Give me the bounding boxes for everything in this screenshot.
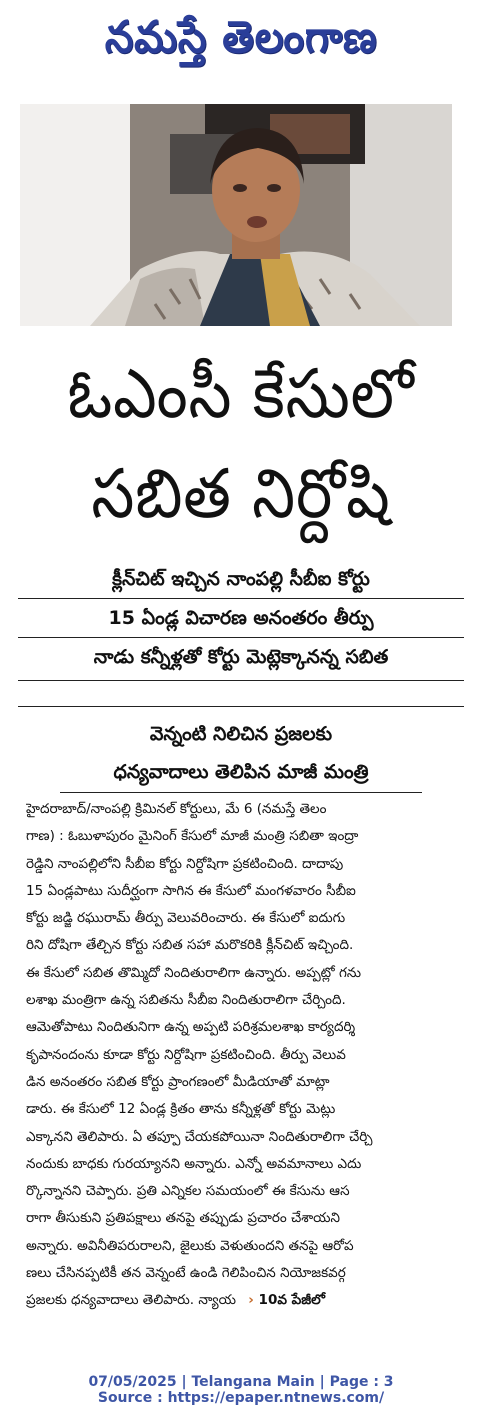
article-line: గాణ) : ఓబుళాపురం మైనింగ్ కేసులో మాజీ మంత్రి సబితా ఇంద్రా bbox=[26, 828, 359, 845]
article-line: లశాఖ మంత్రిగా ఉన్న సబితను సీబీఐ నిందితురాలిగా చేర్చింది. bbox=[26, 992, 346, 1009]
continuation-link[interactable] bbox=[248, 1287, 325, 1314]
masthead-title: నమస్తే తెలంగాణ bbox=[104, 12, 378, 63]
article-line: రిని దోషిగా తేల్చిన కోర్టు సబిత సహా మరొకరికి క్లీన్‌చిట్ ఇచ్చింది. bbox=[26, 937, 354, 954]
article-line: ఎక్కానని తెలిపారు. ఏ తప్పూ చేయకపోయినా నిందితురాలిగా చేర్చి bbox=[26, 1128, 373, 1145]
article-line: కృపానందంను కూడా కోర్టు నిర్దోషిగా ప్రకటించింది. తీర్పు వెలువ bbox=[26, 1046, 346, 1063]
kicker bbox=[40, 715, 442, 791]
article-body bbox=[26, 796, 458, 1315]
kicker-line-2: ధన్యవాదాలు తెలిపిన మాజీ మంత్రి bbox=[113, 761, 369, 783]
page-footer bbox=[0, 1374, 482, 1406]
article-line: ర్కొన్నానని చెప్పారు. ప్రతి ఎన్నికల సమయంలో ఈ కేసును ఆస bbox=[26, 1183, 350, 1200]
article-line: ప్రజలకు ధన్యవాదాలు తెలిపారు. న్యాయ bbox=[26, 1292, 236, 1309]
sub-headline: 15 ఏండ్ల విచారణ అనంతరం తీర్పు bbox=[18, 599, 464, 638]
kicker-line-1: వెన్నంటి నిలిచిన ప్రజలకు bbox=[149, 723, 333, 745]
divider bbox=[60, 792, 422, 793]
sub-headlines bbox=[18, 560, 464, 676]
sub-headline: నాడు కన్నీళ్లతో కోర్టు మెట్లెక్కానన్న సబిత bbox=[93, 646, 389, 668]
chevron-right-icon: › bbox=[248, 1292, 254, 1309]
article-line: అన్నారు. అవినీతిపరురాలని, జైలుకు వెళుతుందని తనపై ఆరోప bbox=[26, 1237, 354, 1254]
footer-edition-info: 07/05/2025 | Telangana Main | Page : 3 bbox=[88, 1374, 394, 1390]
news-photo bbox=[20, 104, 452, 326]
article-line: డిన అనంతరం సబిత కోర్టు ప్రాంగణంలో మీడియాతో మాట్లా bbox=[26, 1073, 330, 1090]
article-line: డారు. ఈ కేసులో 12 ఏండ్ల క్రితం తాను కన్నీళ్లతో కోర్టు మెట్లు bbox=[26, 1101, 336, 1118]
headline-line-2: సబిత నిర్దోషి bbox=[91, 455, 391, 534]
portrait-illustration bbox=[20, 104, 452, 326]
article-line: 15 ఏండ్లపాటు సుదీర్ఘంగా సాగిన ఈ కేసులో మంగళవారం సీబీఐ bbox=[26, 882, 356, 899]
article-line: ఆమెతోపాటు నిందితునిగా ఉన్న అప్పటి పరిశ్రమలశాఖ కార్యదర్శి bbox=[26, 1019, 356, 1036]
article-line: నందుకు బాధకు గురయ్యానని అన్నారు. ఎన్నో అవమానాలు ఎదు bbox=[26, 1155, 362, 1172]
article-last-line bbox=[26, 1287, 458, 1314]
divider bbox=[18, 680, 464, 681]
article-line: రాగా తీసుకుని ప్రతిపక్షాలు తనపై తప్పుడు ప్రచారం చేశాయని bbox=[26, 1210, 341, 1227]
sub-headline: క్లీన్‌చిట్ ఇచ్చిన నాంపల్లి సీబీఐ కోర్టు bbox=[18, 560, 464, 599]
article-line: కోర్టు జడ్జి రఘురామ్ తీర్పు వెలువరించారు. ఈ కేసులో ఐదుగు bbox=[26, 910, 346, 927]
continuation-label: 10వ పేజీలో bbox=[258, 1292, 325, 1309]
divider bbox=[18, 706, 464, 707]
article-line: హైదరాబాద్/నాంపల్లి క్రిమినల్ కోర్టులు, మే 6 (నమస్తే తెలం bbox=[26, 801, 327, 817]
article-line: ఈ కేసులో సబిత తొమ్మిదో నిందితురాలిగా ఉన్నారు. అప్పట్లో గను bbox=[26, 964, 362, 981]
article-line: రెడ్డిని నాంపల్లిలోని సీబీఐ కోర్టు నిర్దోషిగా ప్రకటించింది. దాదాపు bbox=[26, 855, 344, 872]
headline bbox=[10, 345, 472, 545]
footer-source-link[interactable]: Source : https://epaper.ntnews.com/ bbox=[97, 1390, 385, 1406]
headline-line-1: ఓఎంసీ కేసులో bbox=[67, 355, 415, 434]
masthead bbox=[0, 6, 482, 74]
article-line: ణలు చేసినప్పటికీ తన వెన్నంటే ఉండి గెలిపించిన నియోజకవర్గ bbox=[26, 1265, 346, 1282]
